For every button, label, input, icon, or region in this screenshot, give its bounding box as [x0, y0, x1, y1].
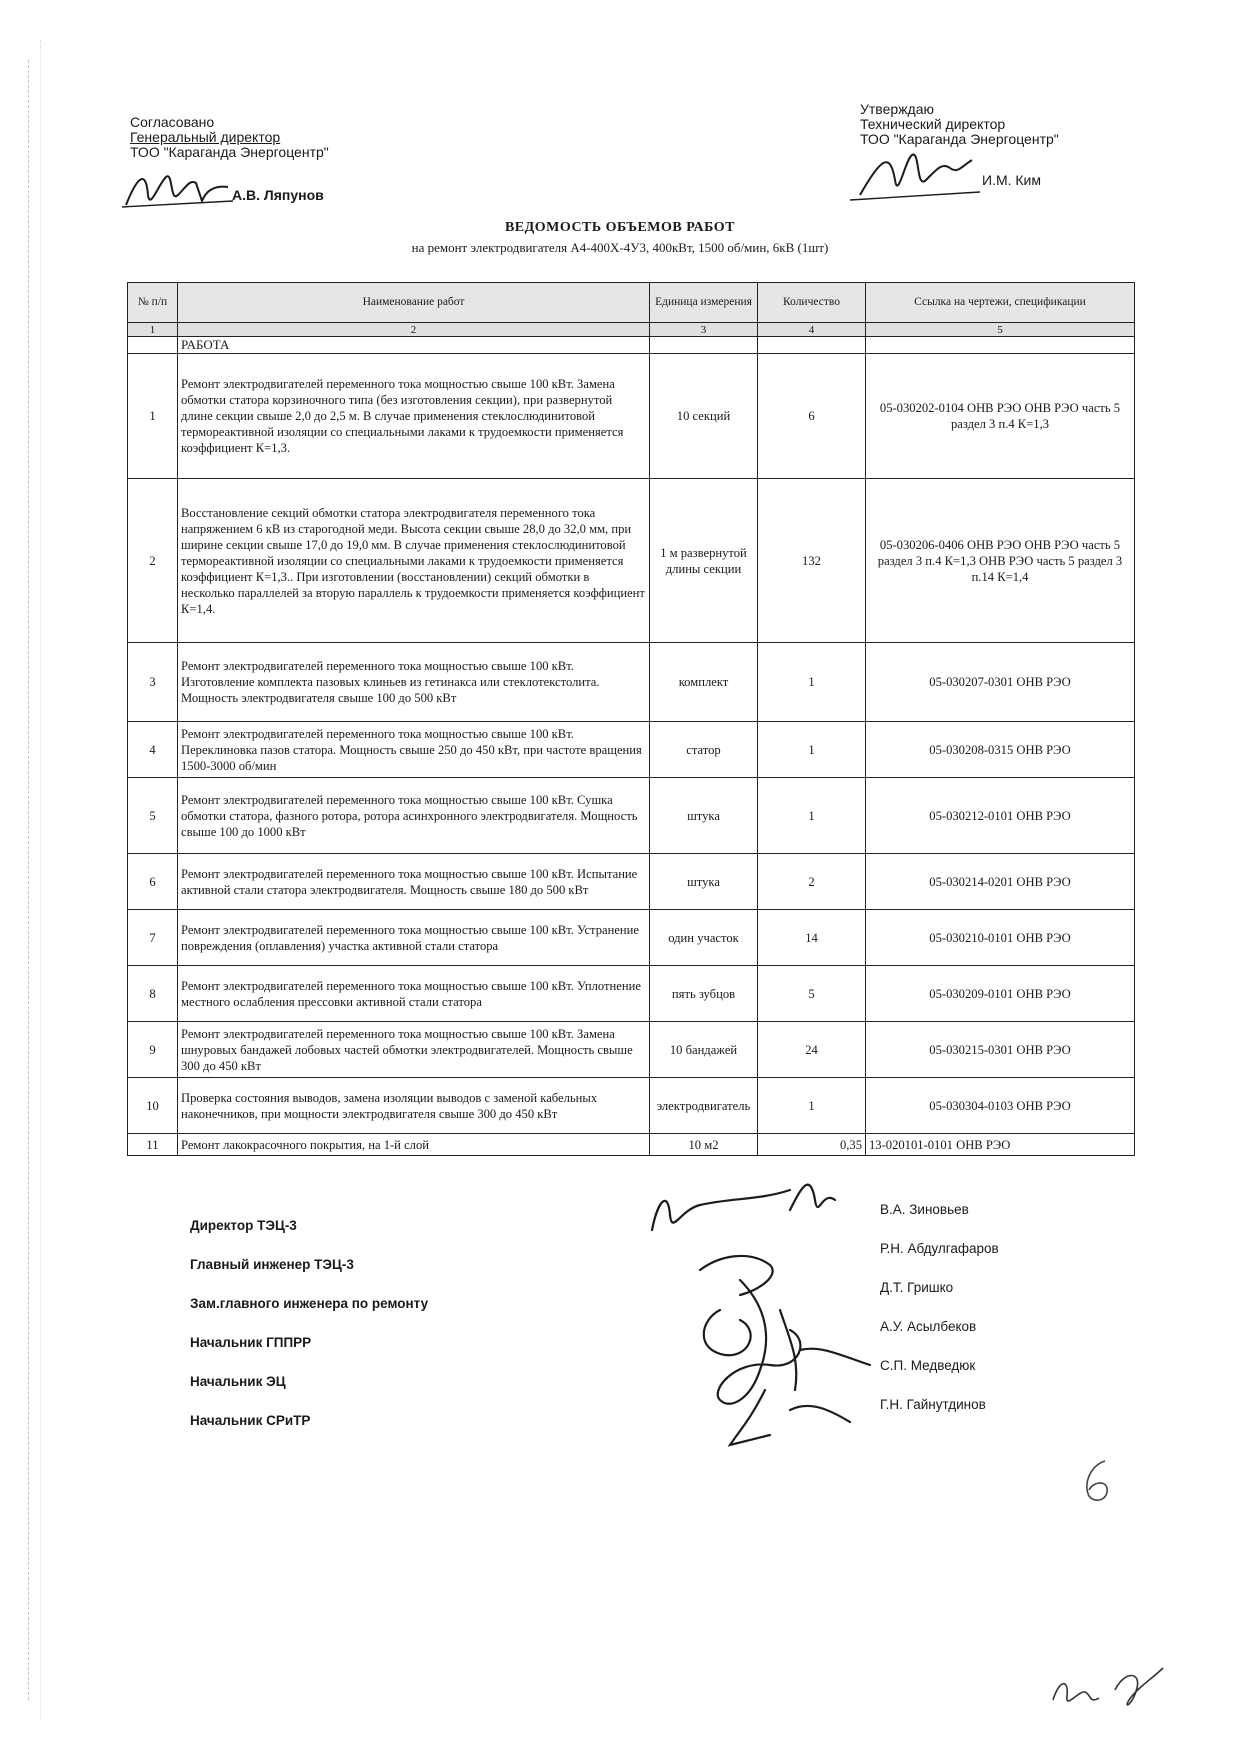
section-label: РАБОТА — [178, 337, 650, 354]
signatory-title: Главный инженер ТЭЦ-3 — [190, 1257, 354, 1272]
row-number: 8 — [128, 966, 178, 1022]
table-row — [128, 966, 1135, 1022]
signatory-title: Начальник ЭЦ — [190, 1374, 286, 1389]
row-description: Ремонт электродвигателей переменного тока мощностью свыше 100 кВт. Уплотнение местного ослабления прессовки активной стали статора — [178, 966, 650, 1022]
header-quantity: Количество — [758, 283, 866, 323]
works-table — [127, 282, 1135, 1156]
row-description: Восстановление секций обмотки статора электродвигателя переменного тока напряжением 6 кВ из старогодной меди. Высота секции свыше 28,0 до 32,0 мм, при ширине секции свыше 17,0 до 19,0 мм. В случае применения стеклослюдинитовой термореактивной изоляции со специальными лаками к трудоемкости применяется коэффициент К=1,3.. При изготовлении (восстановлении) секций обмотки в несколько параллелей за вторую параллель к трудоемкости применяется коэффициент К=1,4. — [178, 479, 650, 643]
row-number: 9 — [128, 1022, 178, 1078]
table-header-row — [128, 283, 1135, 323]
row-number: 2 — [128, 479, 178, 643]
row-number: 5 — [128, 778, 178, 854]
row-unit: штука — [650, 778, 758, 854]
column-number: 4 — [758, 323, 866, 337]
row-reference: 05-030209-0101 ОНВ РЭО — [866, 966, 1135, 1022]
row-reference: 05-030212-0101 ОНВ РЭО — [866, 778, 1135, 854]
section-row — [128, 337, 1135, 354]
approval-right-position: Технический директор — [860, 116, 1006, 132]
row-unit: 10 бандажей — [650, 1022, 758, 1078]
row-quantity: 132 — [758, 479, 866, 643]
row-description: Ремонт электродвигателей переменного тока мощностью свыше 100 кВт. Изготовление комплекта пазовых клиньев из гетинакса или стеклотекстолита. Мощность электродвигателя свыше 100 до 500 кВт — [178, 643, 650, 722]
row-description: Ремонт электродвигателей переменного тока мощностью свыше 100 кВт. Замена шнуровых бандажей лобовых частей обмотки электродвигателей. Мощность свыше 300 до 450 кВт — [178, 1022, 650, 1078]
table-row — [128, 778, 1135, 854]
approval-right-status: Утверждаю — [860, 101, 934, 117]
signatory-name: Д.Т. Гришко — [880, 1280, 954, 1295]
approval-left — [130, 115, 329, 160]
approval-left-status: Согласовано — [130, 114, 215, 130]
table-row — [128, 722, 1135, 778]
signatory-name: А.У. Асылбеков — [880, 1319, 977, 1334]
row-number: 4 — [128, 722, 178, 778]
row-reference: 05-030202-0104 ОНВ РЭО ОНВ РЭО часть 5 раздел 3 п.4 К=1,3 — [866, 354, 1135, 479]
row-unit: один участок — [650, 910, 758, 966]
column-number: 2 — [178, 323, 650, 337]
signatory-title: Начальник ГППРР — [190, 1335, 312, 1350]
row-description: Ремонт электродвигателей переменного тока мощностью свыше 100 кВт. Замена обмотки статора корзиночного типа (без изготовления секции), при развернутой длине секции свыше 2,0 до 2,5 м. В случае применения стеклослюдинитовой термореактивной изоляции со специальными лаками к трудоемкости применяется коэффициент К=1,3. — [178, 354, 650, 479]
scan-edge-line — [28, 60, 31, 1700]
table-row — [128, 643, 1135, 722]
signatory-name: Г.Н. Гайнутдинов — [880, 1397, 986, 1412]
signature-lyapunov — [118, 165, 238, 215]
row-description: Проверка состояния выводов, замена изоляции выводов с заменой кабельных наконечников, при мощности электродвигателя свыше 300 до 450 кВт — [178, 1078, 650, 1134]
signature-kim — [850, 140, 990, 215]
row-reference: 05-030304-0103 ОНВ РЭО — [866, 1078, 1135, 1134]
handwritten-page-mark — [1075, 1456, 1125, 1506]
row-reference: 13-020101-0101 ОНВ РЭО — [866, 1134, 1135, 1156]
approval-left-company: ТОО "Караганда Энергоцентр" — [130, 144, 329, 160]
row-quantity: 24 — [758, 1022, 866, 1078]
header-work-name: Наименование работ — [178, 283, 650, 323]
table-row — [128, 354, 1135, 479]
scan-edge-line — [40, 40, 42, 1720]
row-unit: штука — [650, 854, 758, 910]
column-number-row — [128, 323, 1135, 337]
row-number: 11 — [128, 1134, 178, 1156]
row-reference: 05-030208-0315 ОНВ РЭО — [866, 722, 1135, 778]
signatory-name: С.П. Медведюк — [880, 1358, 976, 1373]
header-number: № п/п — [128, 283, 178, 323]
row-reference: 05-030210-0101 ОНВ РЭО — [866, 910, 1135, 966]
row-quantity: 1 — [758, 1078, 866, 1134]
column-number: 5 — [866, 323, 1135, 337]
row-description: Ремонт электродвигателей переменного тока мощностью свыше 100 кВт. Сушка обмотки статора, фазного ротора, ротора асинхронного электродвигателя. Мощность свыше 100 до 1000 кВт — [178, 778, 650, 854]
table-row — [128, 1078, 1135, 1134]
row-number: 6 — [128, 854, 178, 910]
signatory-title: Начальник СРиТР — [190, 1413, 311, 1428]
approval-left-name: А.В. Ляпунов — [232, 187, 324, 203]
header-reference: Ссылка на чертежи, спецификации — [866, 283, 1135, 323]
signatory-name: В.А. Зиновьев — [880, 1202, 969, 1217]
header-unit: Единица измерения — [650, 283, 758, 323]
column-number: 3 — [650, 323, 758, 337]
row-quantity: 6 — [758, 354, 866, 479]
table-row — [128, 910, 1135, 966]
row-number: 3 — [128, 643, 178, 722]
row-quantity: 0,35 — [758, 1134, 866, 1156]
row-unit: пять зубцов — [650, 966, 758, 1022]
row-unit: статор — [650, 722, 758, 778]
row-quantity: 14 — [758, 910, 866, 966]
document-title: ВЕДОМОСТЬ ОБЪЕМОВ РАБОТ — [504, 220, 736, 235]
row-quantity: 2 — [758, 854, 866, 910]
row-reference: 05-030206-0406 ОНВ РЭО ОНВ РЭО часть 5 раздел 3 п.4 К=1,3 ОНВ РЭО часть 5 раздел 3 п.14 К=1,4 — [866, 479, 1135, 643]
table-row — [128, 854, 1135, 910]
table-row — [128, 1022, 1135, 1078]
row-unit: комплект — [650, 643, 758, 722]
approval-right-name: И.М. Ким — [982, 172, 1041, 188]
row-number: 10 — [128, 1078, 178, 1134]
row-unit: 10 секций — [650, 354, 758, 479]
row-description: Ремонт электродвигателей переменного тока мощностью свыше 100 кВт. Устранение повреждения (оплавления) участка активной стали статора — [178, 910, 650, 966]
handwritten-initials — [1045, 1660, 1175, 1720]
row-reference: 05-030207-0301 ОНВ РЭО — [866, 643, 1135, 722]
row-number: 7 — [128, 910, 178, 966]
signatory-name: Р.Н. Абдулгафаров — [880, 1241, 999, 1256]
row-description: Ремонт электродвигателей переменного тока мощностью свыше 100 кВт. Испытание активной стали статора электродвигателя. Мощность свыше 180 до 500 кВт — [178, 854, 650, 910]
row-quantity: 1 — [758, 778, 866, 854]
signatures-cluster — [640, 1160, 880, 1450]
row-quantity: 5 — [758, 966, 866, 1022]
row-unit: 10 м2 — [650, 1134, 758, 1156]
approval-right-company: ТОО "Караганда Энергоцентр" — [860, 131, 1059, 147]
row-unit: электродвигатель — [650, 1078, 758, 1134]
row-description: Ремонт лакокрасочного покрытия, на 1-й слой — [178, 1134, 650, 1156]
row-reference: 05-030214-0201 ОНВ РЭО — [866, 854, 1135, 910]
row-unit: 1 м развернутой длины секции — [650, 479, 758, 643]
approval-left-position: Генеральный директор — [130, 129, 281, 145]
row-number: 1 — [128, 354, 178, 479]
table-row — [128, 479, 1135, 643]
column-number: 1 — [128, 323, 178, 337]
row-reference: 05-030215-0301 ОНВ РЭО — [866, 1022, 1135, 1078]
table-row — [128, 1134, 1135, 1156]
signatory-title: Зам.главного инженера по ремонту — [190, 1296, 429, 1311]
row-description: Ремонт электродвигателей переменного тока мощностью свыше 100 кВт. Переклиновка пазов статора. Мощность свыше 250 до 450 кВт, при частоте вращения 1500-3000 об/мин — [178, 722, 650, 778]
row-quantity: 1 — [758, 643, 866, 722]
document-subtitle: на ремонт электродвигателя А4-400Х-4У3, 400кВт, 1500 об/мин, 6кВ (1шт) — [411, 240, 829, 255]
row-quantity: 1 — [758, 722, 866, 778]
signatory-title: Директор ТЭЦ-3 — [190, 1218, 297, 1233]
